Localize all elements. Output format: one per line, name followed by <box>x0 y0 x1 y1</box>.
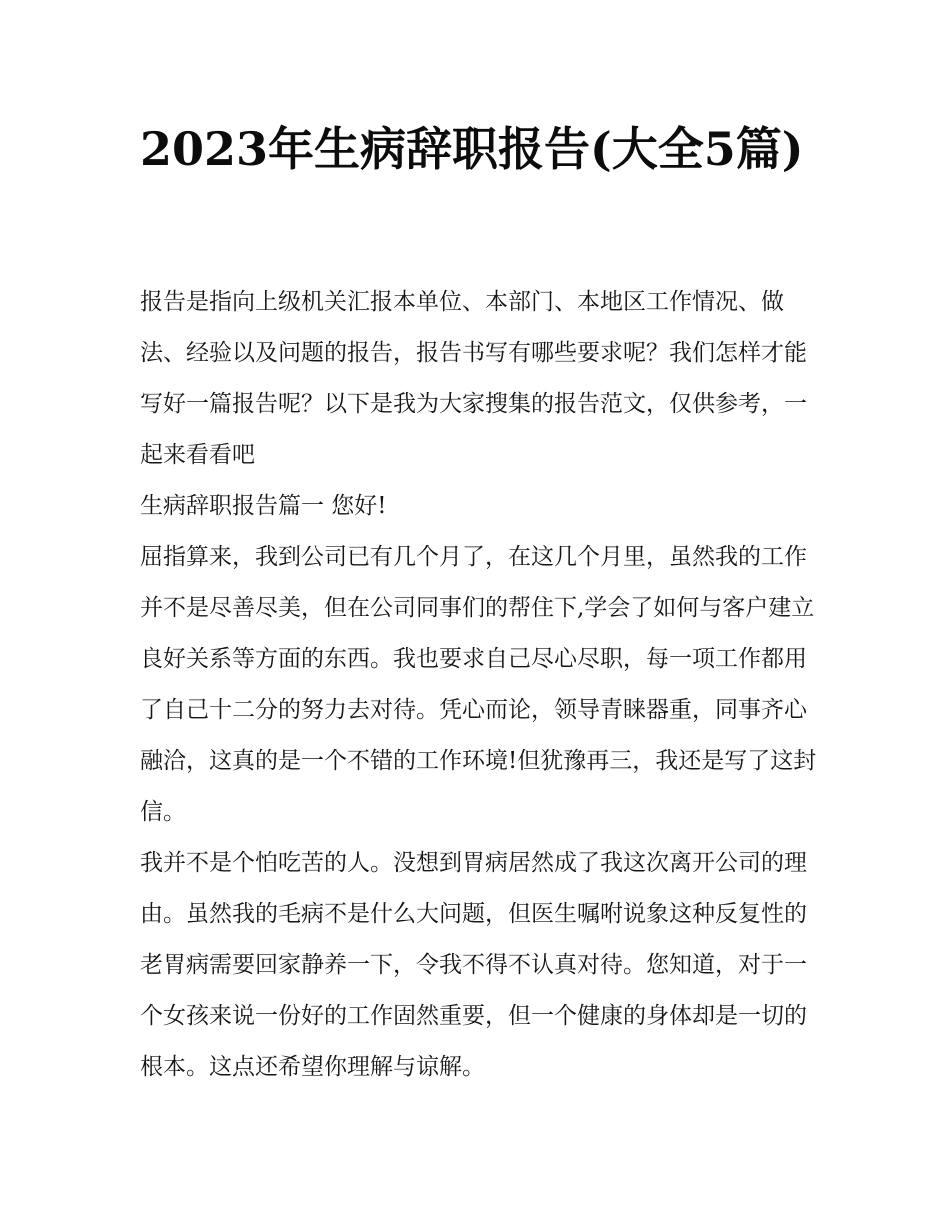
document-page <box>140 0 820 1229</box>
paragraph-work-experience: 屈指算来，我到公司已有几个月了，在这几个月里，虽然我的工作并不是尽善尽美，但在公司同事们的帮住下,学会了如何与客户建立良好关系等方面的东西。我也要求自己尽心尽职，每一项工作都用了自己十二分的努力去对待。凭心而论，领导青睐器重，同事齐心融洽，这真的是一个不错的工作环境!但犹豫再三，我还是写了这封信。 <box>140 544 817 825</box>
paragraph-intro: 报告是指向上级机关汇报本单位、本部门、本地区工作情况、做法、经验以及问题的报告，报告书写有哪些要求呢？我们怎样才能写好一篇报告呢？以下是我为大家搜集的报告范文，仅供参考，一起来看看吧 <box>140 289 807 468</box>
document-title: 2023年生病辞职报告(大全5篇) <box>140 122 804 176</box>
document-body <box>140 277 820 1093</box>
paragraph-greeting: 生病辞职报告篇一 您好! <box>140 493 387 519</box>
paragraph-illness-reason: 我并不是个怕吃苦的人。没想到胃病居然成了我这次离开公司的理由。虽然我的毛病不是什么大问题，但医生嘱咐说象这种反复性的老胃病需要回家静养一下，令我不得不认真对待。您知道，对于一个女孩来说一份好的工作固然重要，但一个健康的身体却是一切的根本。这点还希望你理解与谅解。 <box>140 850 807 1080</box>
